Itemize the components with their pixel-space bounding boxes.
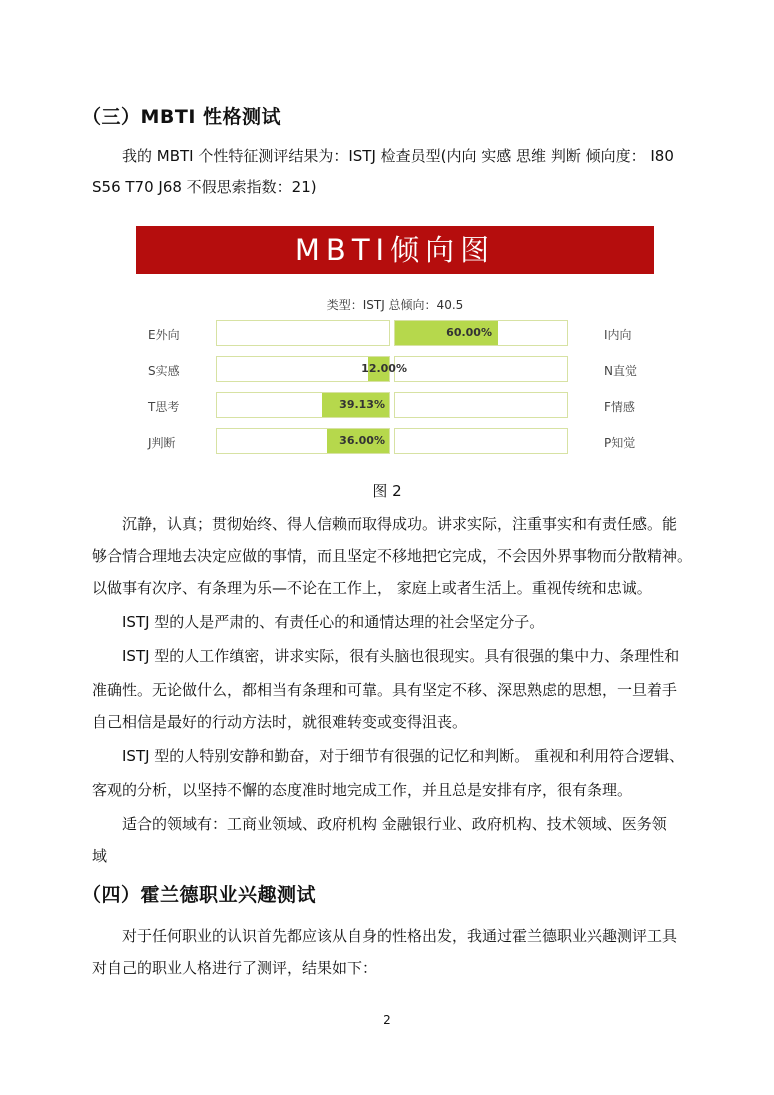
paragraph-5-line-2: 域 (92, 847, 108, 865)
chart-left-label: T思考 (148, 400, 180, 414)
chart-right-track (394, 392, 568, 418)
chart-right-track (394, 356, 568, 382)
chart-left-track (216, 392, 390, 418)
paragraph-1-line-3: 以做事有次序、有条理为乐—不论在工作上， 家庭上或者生活上。重视传统和忠诚。 (92, 579, 652, 597)
chart-right-label: P知觉 (604, 436, 636, 450)
holland-paragraph-line-2: 对自己的职业人格进行了测评，结果如下： (92, 959, 378, 977)
chart-bar-value-label: 60.00% (446, 326, 492, 339)
chart-right-track (394, 428, 568, 454)
mbti-result-line-1: 我的 MBTI 个性特征测评结果为：ISTJ 检查员型(内向 实感 思维 判断 倾向度： I80 (122, 147, 674, 165)
paragraph-4-line-2: 客观的分析，以坚持不懈的态度准时地完成工作，并且总是安排有序，很有条理。 (92, 781, 633, 799)
chart-left-track (216, 428, 390, 454)
figure-caption: 图 2 (372, 482, 402, 500)
chart-left-label: S实感 (148, 364, 180, 378)
chart-left-track (216, 356, 407, 382)
chart-left-track (216, 320, 390, 346)
holland-paragraph-line-1: 对于任何职业的认识首先都应该从自身的性格出发，我通过霍兰德职业兴趣测评工具 (122, 927, 678, 945)
chart-subtitle: 类型：ISTJ 总倾向：40.5 (326, 298, 464, 312)
section-heading-holland: （四）霍兰德职业兴趣测试 (82, 884, 317, 906)
chart-right-label: I内向 (604, 328, 632, 342)
chart-bar-value-label: 36.00% (339, 434, 385, 447)
section-heading-mbti: （三）MBTI 性格测试 (82, 106, 282, 128)
chart-bar-value-label: 12.00% (361, 362, 407, 375)
chart-bar-value-label: 39.13% (339, 398, 385, 411)
paragraph-3-line-1: ISTJ 型的人工作缜密，讲求实际，很有头脑也很现实。具有很强的集中力、条理性和 (122, 647, 680, 665)
paragraph-4-line-1: ISTJ 型的人特别安静和勤奋，对于细节有很强的记忆和判断。 重视和利用符合逻辑、 (122, 747, 685, 765)
paragraph-2: ISTJ 型的人是严肃的、有责任心的和通情达理的社会坚定分子。 (122, 613, 545, 631)
chart-right-label: F情感 (604, 400, 635, 414)
paragraph-1-line-2: 够合情合理地去决定应做的事情，而且坚定不移地把它完成，不会因外界事物而分散精神。 (92, 547, 693, 565)
chart-right-label: N直觉 (604, 364, 637, 378)
mbti-result-line-2: S56 T70 J68 不假思索指数：21) (92, 178, 317, 196)
paragraph-5-line-1: 适合的领域有：工商业领域、政府机构 金融银行业、政府机构、技术领域、医务领 (122, 815, 667, 833)
paragraph-3-line-3: 自己相信是最好的行动方法时，就很难转变或变得沮丧。 (92, 713, 468, 731)
paragraph-1-line-1: 沉静，认真；贯彻始终、得人信赖而取得成功。讲求实际，注重事实和有责任感。能 (122, 515, 678, 533)
paragraph-3-line-2: 准确性。无论做什么，都相当有条理和可靠。具有坚定不移、深思熟虑的思想，一旦着手 (92, 681, 678, 699)
chart-right-track (394, 320, 568, 346)
page-number: 2 (383, 1013, 391, 1027)
chart-banner-title: MBTI倾向图 (136, 226, 654, 274)
chart-left-label: J判断 (148, 436, 176, 450)
chart-left-label: E外向 (148, 328, 180, 342)
